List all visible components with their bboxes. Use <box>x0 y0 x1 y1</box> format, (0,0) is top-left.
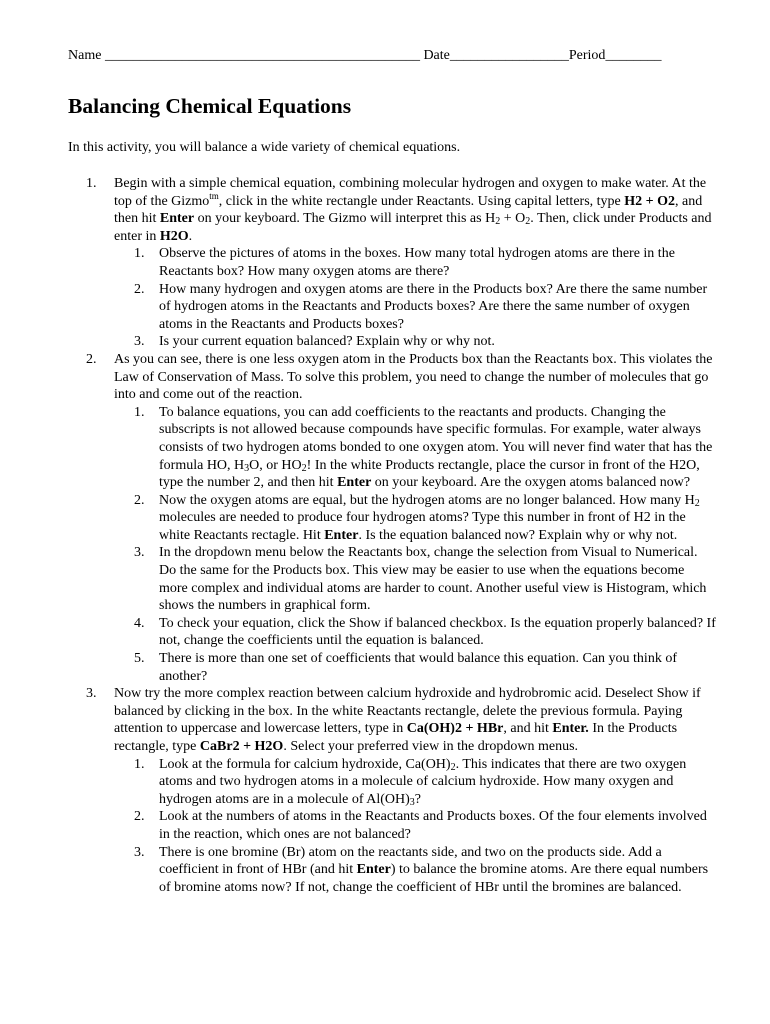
sub-instruction-item <box>68 756 716 809</box>
instruction-item <box>68 175 716 351</box>
superscript-text: tm <box>209 190 219 201</box>
bold-text: Enter <box>337 475 372 491</box>
name-label: Name <box>68 48 102 63</box>
text-segment: + O <box>500 211 526 227</box>
text-segment: Now the oxygen atoms are equal, but the hydrogen atoms are no longer balanced. How many H <box>159 492 695 508</box>
sub-item-text <box>159 844 716 897</box>
text-segment: molecules are needed to produce four hydrogen atoms? Type this number in front of H2 in the white Reactants rectagle. Hit <box>159 510 686 543</box>
sub-item-number: 3. <box>134 334 145 350</box>
bold-text: Enter <box>324 527 359 543</box>
text-segment: , and hit <box>503 721 553 737</box>
date-label: Date <box>423 48 450 63</box>
sub-item-number: 1. <box>134 756 145 772</box>
sub-item-number: 2. <box>134 492 145 508</box>
instruction-item <box>68 351 716 685</box>
subscript-text: 2 <box>450 761 456 773</box>
sub-item-number: 3. <box>134 844 145 860</box>
sub-item-number: 5. <box>134 651 145 667</box>
text-segment: , and then hit <box>114 193 703 227</box>
sub-item-text <box>159 650 716 685</box>
sub-item-number: 1. <box>134 404 145 420</box>
page-title: Balancing Chemical Equations <box>68 94 352 118</box>
bold-text: Enter <box>356 862 391 878</box>
text-segment: Look at the numbers of atoms in the Reactants and Products boxes. Of the four elements involved in the reaction, which ones are not balanced? <box>159 809 707 842</box>
item-number: 1. <box>86 176 97 191</box>
text-segment: Begin with a simple chemical equation, combining molecular hydrogen and oxygen to make water. At the top of the Gizmo <box>114 176 707 209</box>
bold-text: Enter <box>159 211 195 227</box>
text-segment: . This indicates that there are two oxygen atoms and two hydrogen atoms in a molecule of calcium hydroxide. How many oxygen and hydrogen atoms are in a molecule of Al(OH) <box>159 756 687 807</box>
text-segment: Look at the formula for calcium hydroxide, Ca(OH) <box>159 756 451 772</box>
text-segment: How many hydrogen and oxygen atoms are there in the Products box? Are there the same number of hydrogen atoms in the Reactants and Products boxes? Are there the same number of oxygen atoms in the Reactants and Products boxes? <box>159 281 708 332</box>
sub-item-text <box>159 245 716 280</box>
text-segment: . <box>188 228 193 244</box>
subscript-text: 2 <box>694 497 700 509</box>
text-segment: ) to balance the bromine atoms. Are there equal numbers of bromine atoms now? If not, change the coefficient of HBr until the bromines are balanced. <box>159 862 709 895</box>
text-segment: . Select your preferred view in the dropdown menus. <box>283 739 579 754</box>
text-segment: There is one bromine (Br) atom on the reactants side, and two on the products side. Add a coefficient in front of HBr (and hit <box>159 844 662 878</box>
subscript-text: 3 <box>409 796 415 808</box>
student-info-line <box>68 47 708 65</box>
text-segment: To balance equations, you can add coefficients to the reactants and products. Changing the subscripts is not allowed because compounds have specific formulas. For example, water always consists of two hydrogen atoms bonded to one oxygen atom. You will never find water that has the formula HO, H <box>159 404 713 473</box>
sub-item-number: 2. <box>134 809 145 825</box>
sub-instruction-item <box>68 844 716 897</box>
sub-item-text <box>159 756 716 809</box>
sub-instruction-item <box>68 245 716 280</box>
text-segment: As you can see, there is one less oxygen atom in the Products box than the Reactants box. This violates the Law of Conservation of Mass. To solve this problem, you need to change the number of molecules that go into and come out of the reaction. <box>114 351 713 403</box>
sub-item-text <box>159 544 716 614</box>
instructions-list <box>68 175 716 896</box>
bold-text: CaBr2 + H2O <box>199 739 284 754</box>
sub-item-text <box>159 615 716 650</box>
text-segment: . Is the equation balanced now? Explain why or why not. <box>358 527 678 543</box>
sub-item-text <box>159 808 716 843</box>
item-text <box>114 175 716 245</box>
item-text <box>114 351 716 404</box>
name-blank: _____________________________________________ <box>104 48 420 63</box>
text-segment: ! In the white Products rectangle, place the cursor in front of the H2O, type the number 2, and then hit <box>159 457 700 491</box>
subscript-text: 3 <box>244 462 250 474</box>
text-segment: In the dropdown menu below the Reactants box, change the selection from Visual to Numerical. Do the same for the Products box. This view may be easier to use when the equations become more complex and individual atoms are harder to count. Another useful view is Histogram, which shows the numbers in graphical form. <box>159 545 707 614</box>
sub-instruction-item <box>68 492 716 545</box>
sub-item-number: 3. <box>134 545 145 561</box>
instruction-item <box>68 685 716 896</box>
text-segment: In the Products rectangle, type <box>114 721 678 754</box>
sub-instruction-item <box>68 404 716 492</box>
item-text <box>114 685 716 755</box>
text-segment: To check your equation, click the Show if balanced checkbox. Is the equation properly balanced? If not, change the coefficients until the equation is balanced. <box>159 615 716 649</box>
sub-instruction-item <box>68 544 716 614</box>
bold-text: Ca(OH)2 + HBr <box>406 721 504 737</box>
text-segment: on your keyboard. The Gizmo will interpret this as H <box>194 211 496 227</box>
sub-instruction-item <box>68 281 716 334</box>
sub-item-text <box>159 333 716 351</box>
sub-item-text <box>159 492 716 545</box>
subscript-text: 2 <box>525 216 531 228</box>
bold-text: H2 + O2 <box>624 193 676 209</box>
period-label: Period <box>568 48 606 63</box>
subscript-text: 2 <box>301 462 307 474</box>
sub-item-text <box>159 404 716 492</box>
text-segment: . Then, click under Products and enter in <box>114 211 712 244</box>
date-blank: _________________ <box>449 48 569 63</box>
sub-item-number: 4. <box>134 615 145 631</box>
text-segment: O, or HO <box>249 457 302 473</box>
bold-text: Enter. <box>552 721 589 737</box>
sub-instruction-item <box>68 808 716 843</box>
sub-item-number: 1. <box>134 246 145 262</box>
text-segment: Observe the pictures of atoms in the boxes. How many total hydrogen atoms are there in the Reactants box? How many oxygen atoms are there? <box>159 246 675 279</box>
text-segment: Now try the more complex reaction between calcium hydroxide and hydrobromic acid. Deselect Show if balanced by clicking in the box. In the white Reactants rectangle, delete the previous formula. Paying attention to uppercase and lowercase letters, type in <box>114 686 701 737</box>
sub-instruction-item <box>68 650 716 685</box>
bold-text: H2O <box>159 228 189 244</box>
period-blank: ________ <box>605 48 662 63</box>
text-segment: ? <box>414 791 421 807</box>
sub-item-text <box>159 281 716 334</box>
sub-item-number: 2. <box>134 281 145 297</box>
text-segment: There is more than one set of coefficients that would balance this equation. Can you think of another? <box>159 651 677 684</box>
subscript-text: 2 <box>495 216 501 228</box>
item-number: 3. <box>86 686 97 702</box>
item-number: 2. <box>86 351 97 367</box>
sub-instruction-item <box>68 333 716 351</box>
sub-instruction-item <box>68 615 716 650</box>
text-segment: on your keyboard. Are the oxygen atoms balanced now? <box>371 475 691 491</box>
intro-paragraph: In this activity, you will balance a wide variety of chemical equations. <box>68 140 461 155</box>
text-segment: , click in the white rectangle under Reactants. Using capital letters, type <box>218 193 625 209</box>
text-segment: Is your current equation balanced? Explain why or why not. <box>159 334 495 350</box>
